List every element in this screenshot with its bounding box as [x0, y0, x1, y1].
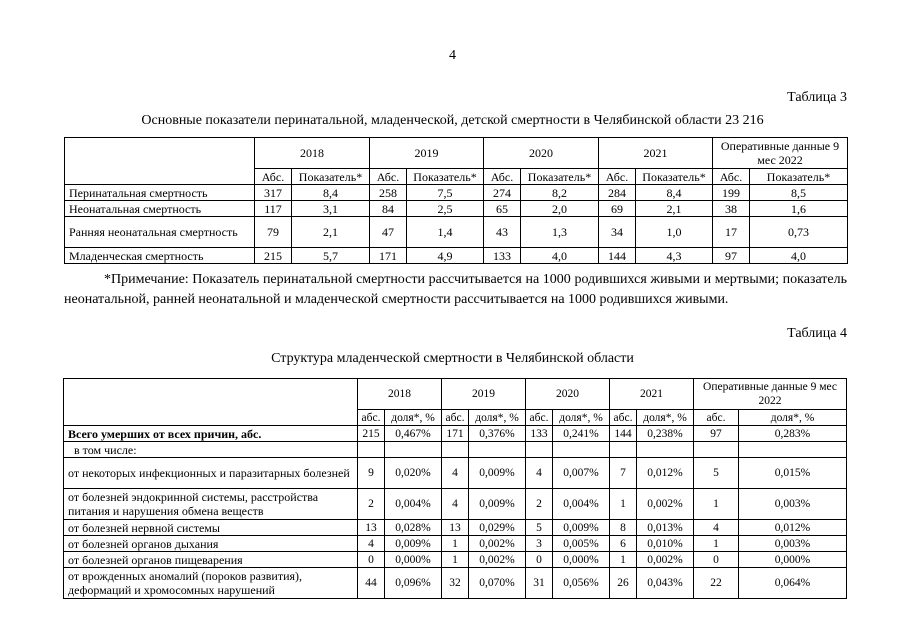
table3-operative-header: Оперативные данные 9 мес 2022	[713, 138, 848, 169]
table4-cell: 0,010%	[637, 536, 694, 552]
table3-row	[65, 185, 848, 201]
table3-cell: 2,5	[407, 201, 484, 217]
table3-label: Таблица 3	[787, 90, 847, 105]
table4-corner-cell	[64, 379, 358, 426]
table4-cell: 0,004%	[553, 489, 610, 520]
table4-cell: 5	[526, 520, 553, 536]
table4-row	[64, 552, 847, 568]
table4-cell: 0,009%	[469, 458, 526, 489]
table3-indicator-header: Показатель*	[750, 169, 848, 185]
table4-cell: 0,238%	[637, 426, 694, 442]
table4-cell: 0,056%	[553, 568, 610, 599]
table4-row-label: от болезней эндокринной системы, расстройства питания и нарушения обмена веществ	[64, 489, 358, 520]
table3-cell: 38	[713, 201, 750, 217]
table3-cell: 69	[599, 201, 636, 217]
table3-row-label: Ранняя неонатальная смертность	[65, 217, 255, 248]
table4-row	[64, 568, 847, 599]
table3-year-header: 2021	[599, 138, 713, 169]
table4-row-label: от болезней органов пищеварения	[64, 552, 358, 568]
table4-cell: 0,002%	[637, 489, 694, 520]
table4-cell: 0,002%	[469, 552, 526, 568]
table4-cell: 0,467%	[385, 426, 442, 442]
table4-total-label: Всего умерших от всех причин, абс.	[64, 426, 358, 442]
table4-cell: 0,376%	[469, 426, 526, 442]
table4-abs-header: абс.	[526, 410, 553, 426]
table3-cell: 0,73	[750, 217, 848, 248]
table4-share-header: доля*, %	[469, 410, 526, 426]
table4-cell: 0,000%	[385, 552, 442, 568]
table4-cell: 0,000%	[739, 552, 847, 568]
table4-row	[64, 520, 847, 536]
table4-cell: 4	[442, 458, 469, 489]
table3-cell: 2,0	[521, 201, 599, 217]
table3-abs-header: Абс.	[599, 169, 636, 185]
table4-cell: 0	[526, 552, 553, 568]
table3-indicator-header: Показатель*	[636, 169, 713, 185]
table4-year-header: 2018	[358, 379, 442, 410]
table4-year-header: 2021	[610, 379, 694, 410]
table3-year-header-row	[65, 138, 848, 169]
table3-abs-header: Абс.	[484, 169, 521, 185]
table3-cell: 4,9	[407, 248, 484, 264]
table4-abs-header: абс.	[442, 410, 469, 426]
table3-cell: 2,1	[636, 201, 713, 217]
table3-abs-header: Абс.	[713, 169, 750, 185]
table3-cell: 4,0	[750, 248, 848, 264]
table3-cell: 17	[713, 217, 750, 248]
table4-cell: 0,003%	[739, 536, 847, 552]
table4-cell: 0,009%	[553, 520, 610, 536]
table4-cell: 171	[442, 426, 469, 442]
table4-cell: 215	[358, 426, 385, 442]
table3-cell: 8,4	[292, 185, 370, 201]
table4-cell: 7	[610, 458, 637, 489]
table4-cell: 0,009%	[385, 536, 442, 552]
table3-cell: 7,5	[407, 185, 484, 201]
table4-cell: 44	[358, 568, 385, 599]
table4-year-header: 2020	[526, 379, 610, 410]
table4-cell: 2	[526, 489, 553, 520]
table3-abs-header: Абс.	[370, 169, 407, 185]
table4-cell: 0,028%	[385, 520, 442, 536]
table3-cell: 97	[713, 248, 750, 264]
table4-cell: 3	[526, 536, 553, 552]
table4-cell: 13	[442, 520, 469, 536]
table4-row	[64, 458, 847, 489]
table3-row	[65, 217, 848, 248]
table3-cell: 4,3	[636, 248, 713, 264]
table3-year-header: 2020	[484, 138, 599, 169]
table3-cell: 1,0	[636, 217, 713, 248]
table4	[63, 378, 847, 599]
table4-row	[64, 489, 847, 520]
table4-cell: 1	[610, 552, 637, 568]
table3-cell: 5,7	[292, 248, 370, 264]
table3-indicator-header: Показатель*	[521, 169, 599, 185]
table4-cell: 1	[694, 489, 739, 520]
table4-cell: 1	[442, 536, 469, 552]
table3-row	[65, 201, 848, 217]
table4-cell: 5	[694, 458, 739, 489]
table4-abs-header: абс.	[694, 410, 739, 426]
table4-cell: 0,009%	[469, 489, 526, 520]
page-number: 4	[449, 48, 456, 63]
table4-cell: 0,241%	[553, 426, 610, 442]
table3-cell: 1,4	[407, 217, 484, 248]
table3-row-label: Младенческая смертность	[65, 248, 255, 264]
table3-cell: 43	[484, 217, 521, 248]
table4-cell: 1	[442, 552, 469, 568]
table4-cell: 4	[694, 520, 739, 536]
table4-cell: 0	[358, 552, 385, 568]
table3-cell: 144	[599, 248, 636, 264]
table3-cell: 8,5	[750, 185, 848, 201]
table3-cell: 1,3	[521, 217, 599, 248]
table3-cell: 79	[255, 217, 292, 248]
table4-cell: 0,015%	[739, 458, 847, 489]
table3-row-label: Перинатальная смертность	[65, 185, 255, 201]
table4-row	[64, 536, 847, 552]
table3-cell: 199	[713, 185, 750, 201]
table4-cell: 0,070%	[469, 568, 526, 599]
table4-cell: 4	[358, 536, 385, 552]
table3-cell: 4,0	[521, 248, 599, 264]
table4-cell: 22	[694, 568, 739, 599]
table3-cell: 274	[484, 185, 521, 201]
table3-indicator-header: Показатель*	[292, 169, 370, 185]
table3	[64, 137, 848, 264]
table4-cell: 4	[442, 489, 469, 520]
table4-cell: 31	[526, 568, 553, 599]
table4-operative-header: Оперативные данные 9 мес 2022	[694, 379, 847, 410]
table3-cell: 65	[484, 201, 521, 217]
table3-cell: 34	[599, 217, 636, 248]
table3-cell: 8,4	[636, 185, 713, 201]
table4-year-header-row	[64, 379, 847, 410]
table4-cell: 0,003%	[739, 489, 847, 520]
table4-cell: 26	[610, 568, 637, 599]
table4-row-label: от некоторых инфекционных и паразитарных болезней	[64, 458, 358, 489]
table4-row-label: от врожденных аномалий (пороков развития), деформаций и хромосомных нарушений	[64, 568, 358, 599]
table3-cell: 258	[370, 185, 407, 201]
table4-cell: 0,013%	[637, 520, 694, 536]
table4-cell: 0,007%	[553, 458, 610, 489]
table4-cell: 0,064%	[739, 568, 847, 599]
table4-share-header: доля*, %	[553, 410, 610, 426]
table4-incl-row	[64, 442, 847, 458]
table4-cell: 97	[694, 426, 739, 442]
table4-cell: 0,012%	[739, 520, 847, 536]
table3-corner-cell	[65, 138, 255, 185]
table3-year-header: 2019	[370, 138, 484, 169]
table4-cell: 1	[610, 489, 637, 520]
table4-share-header: доля*, %	[637, 410, 694, 426]
table4-cell: 0,004%	[385, 489, 442, 520]
table4-cell: 0,012%	[637, 458, 694, 489]
table4-row-label: от болезней нервной системы	[64, 520, 358, 536]
table3-cell: 284	[599, 185, 636, 201]
table3-cell: 133	[484, 248, 521, 264]
table4-cell: 0,000%	[553, 552, 610, 568]
table4-cell: 133	[526, 426, 553, 442]
table4-incl-label: в том числе:	[64, 442, 358, 458]
table3-row	[65, 248, 848, 264]
table3-cell: 1,6	[750, 201, 848, 217]
table4-cell: 0,005%	[553, 536, 610, 552]
table3-cell: 47	[370, 217, 407, 248]
table4-share-header: доля*, %	[385, 410, 442, 426]
table3-cell: 317	[255, 185, 292, 201]
table3-cell: 2,1	[292, 217, 370, 248]
table3-abs-header: Абс.	[255, 169, 292, 185]
table3-cell: 3,1	[292, 201, 370, 217]
table4-cell: 6	[610, 536, 637, 552]
table4-cell: 8	[610, 520, 637, 536]
table4-share-header: доля*, %	[739, 410, 847, 426]
table4-cell: 0,096%	[385, 568, 442, 599]
table4-cell: 2	[358, 489, 385, 520]
table4-cell: 0,002%	[469, 536, 526, 552]
table3-year-header: 2018	[255, 138, 370, 169]
table4-cell: 32	[442, 568, 469, 599]
table3-footnote: *Примечание: Показатель перинатальной смертности рассчитывается на 1000 родившихся живыми и мертвыми; показатель неонатальной, ранней неонатальной и младенческой смертности рассчитывается на 1000 родившихся живыми.	[64, 272, 847, 307]
table4-cell: 0,043%	[637, 568, 694, 599]
table4-cell: 0,029%	[469, 520, 526, 536]
table4-cell: 0,020%	[385, 458, 442, 489]
table3-cell: 84	[370, 201, 407, 217]
table3-cell: 117	[255, 201, 292, 217]
table3-title: Основные показатели перинатальной, младенческой, детской смертности в Челябинской области 23 216	[141, 113, 764, 128]
table3-indicator-header: Показатель*	[407, 169, 484, 185]
table4-abs-header: абс.	[610, 410, 637, 426]
table4-cell: 0,002%	[637, 552, 694, 568]
table4-label: Таблица 4	[787, 326, 847, 341]
table4-total-row	[64, 426, 847, 442]
table4-row-label: от болезней органов дыхания	[64, 536, 358, 552]
table4-cell: 1	[694, 536, 739, 552]
table4-cell: 9	[358, 458, 385, 489]
table4-cell: 0,283%	[739, 426, 847, 442]
table4-cell: 144	[610, 426, 637, 442]
table3-cell: 171	[370, 248, 407, 264]
table4-cell: 0	[694, 552, 739, 568]
table3-cell: 215	[255, 248, 292, 264]
table4-year-header: 2019	[442, 379, 526, 410]
table4-cell: 13	[358, 520, 385, 536]
table3-row-label: Неонатальная смертность	[65, 201, 255, 217]
table4-cell: 4	[526, 458, 553, 489]
table4-title: Структура младенческой смертности в Челябинской области	[271, 351, 634, 366]
table3-cell: 8,2	[521, 185, 599, 201]
table4-abs-header: абс.	[358, 410, 385, 426]
